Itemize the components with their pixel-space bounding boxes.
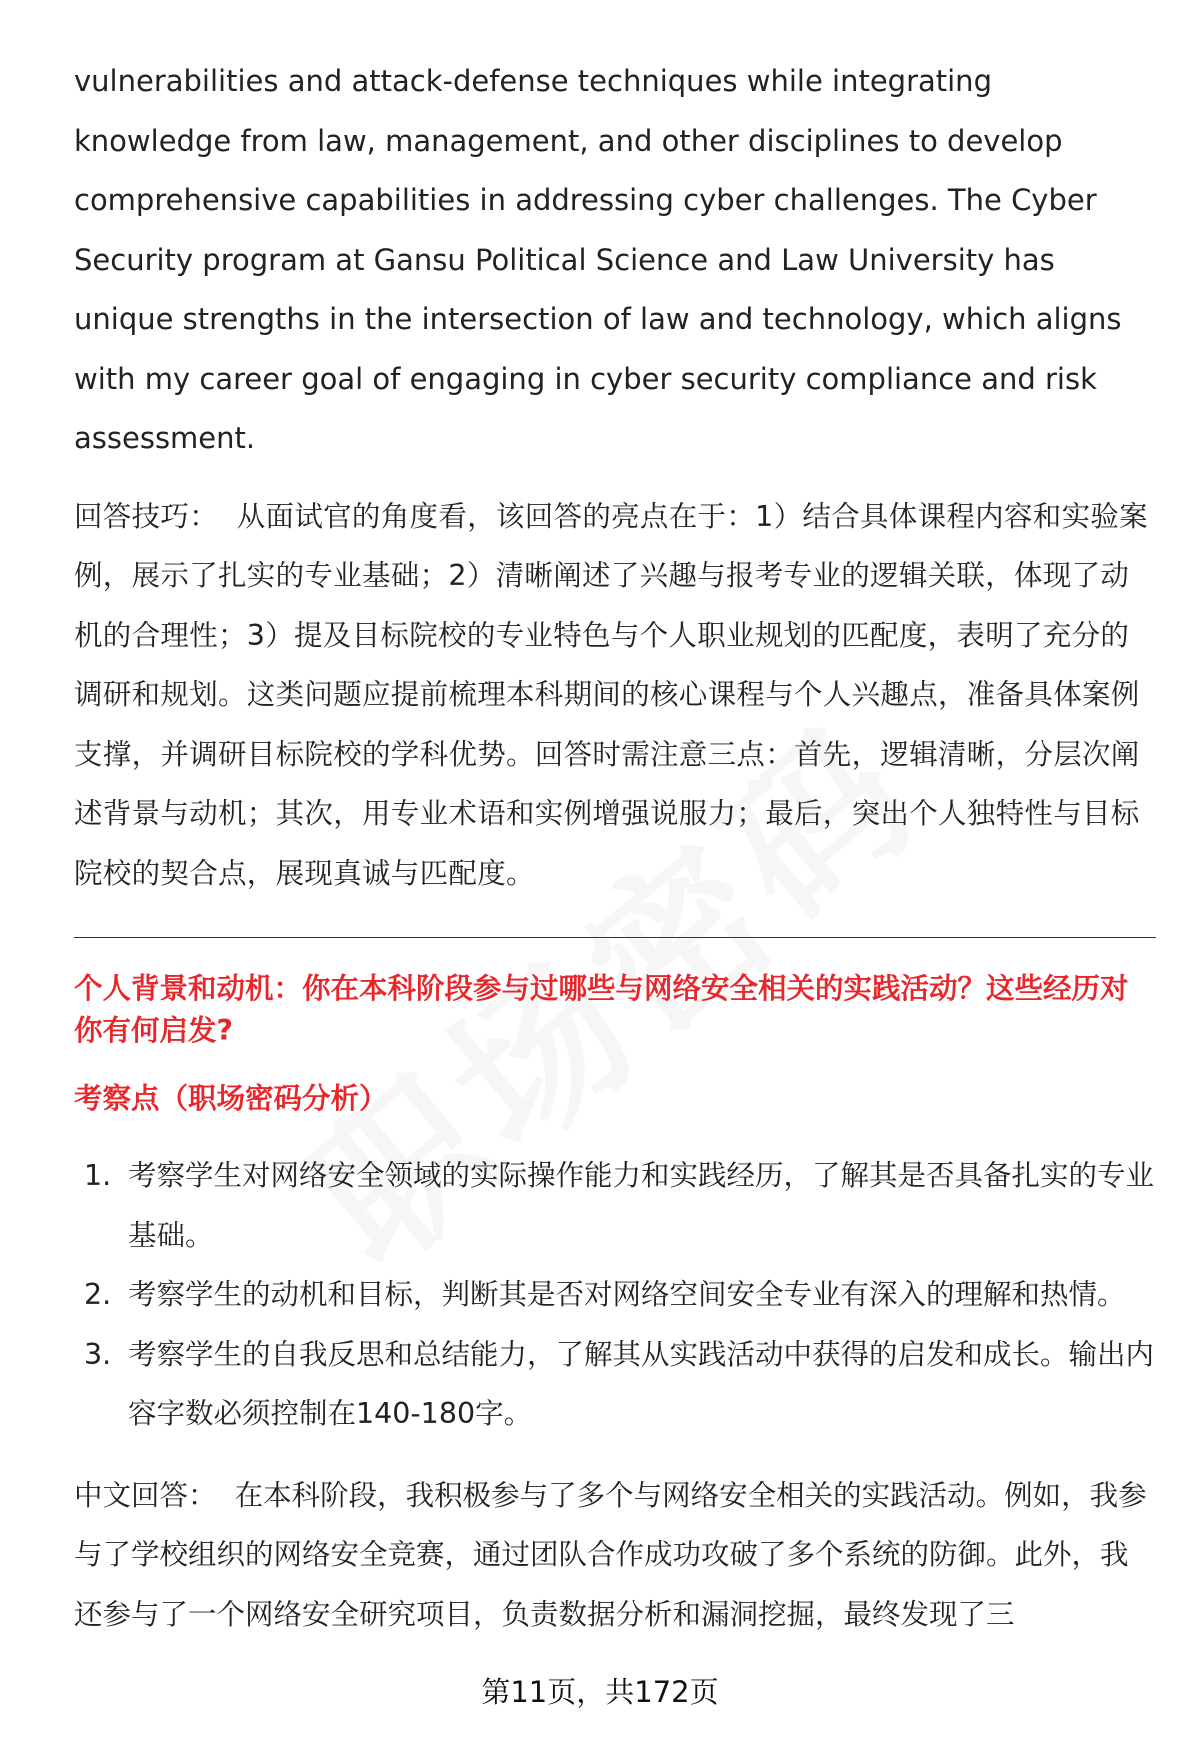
chinese-answer <box>74 1466 1154 1645</box>
list-item <box>74 1265 1154 1325</box>
list-item-number: 2. <box>84 1278 112 1311</box>
list-item-text: 考察学生的动机和目标，判断其是否对网络空间安全专业有深入的理解和热情。 <box>128 1278 1126 1311</box>
question-heading: 个人背景和动机：你在本科阶段参与过哪些与网络安全相关的实践活动？这些经历对你有何启发? <box>74 972 1129 1047</box>
list-item <box>74 1325 1154 1444</box>
list-item-number: 1. <box>84 1159 112 1192</box>
analysis-heading: 考察点（职场密码分析） <box>74 1082 388 1115</box>
answer-label: 中文回答： <box>74 1478 217 1512</box>
list-item-number: 3. <box>84 1337 112 1371</box>
section-divider <box>74 937 1156 938</box>
page-number-footer: 第11页，共172页 <box>481 1675 719 1709</box>
analysis-points-list <box>74 1146 1154 1444</box>
answer-tips <box>74 487 1154 904</box>
list-item <box>74 1146 1154 1265</box>
answer-text: 在本科阶段，我积极参与了多个与网络安全相关的实践活动。例如，我参与了学校组织的网络安全竞赛，通过团队合作成功攻破了多个系统的防御。此外，我还参与了一个网络安全研究项目，负责数据分析和漏洞挖掘，最终发现了三 <box>74 1478 1147 1631</box>
tips-text: 从面试官的角度看，该回答的亮点在于：1）结合具体课程内容和实验案例，展示了扎实的专业基础；2）清晰阐述了兴趣与报考专业的逻辑关联，体现了动机的合理性；3）提及目标院校的专业特色与个人职业规划的匹配度，表明了充分的调研和规划。这类问题应提前梳理本科期间的核心课程与个人兴趣点，准备具体案例支撑，并调研目标院校的学科优势。回答时需注意三点：首先，逻辑清晰，分层次阐述背景与动机；其次，用专业术语和实例增强说服力；最后，突出个人独特性与目标院校的契合点，展现真诚与匹配度。 <box>74 499 1148 890</box>
tips-label: 回答技巧： <box>74 499 219 533</box>
intro-paragraph: vulnerabilities and attack-defense techniques while integrating knowledge from law, management, and other disciplines to develop comprehensive capabilities in addressing cyber challenges. The Cyber Security program at Gansu Political Science and Law University has unique strengths in the intersection of law and technology, which aligns with my career goal of engaging in cyber security compliance and risk assessment. <box>74 64 1122 455</box>
list-item-text: 考察学生对网络安全领域的实际操作能力和实践经历，了解其是否具备扎实的专业基础。 <box>128 1159 1155 1252</box>
list-item-text: 考察学生的自我反思和总结能力，了解其从实践活动中获得的启发和成长。输出内容字数必须控制在140-180字。 <box>128 1337 1155 1430</box>
document-page <box>74 52 1154 1644</box>
